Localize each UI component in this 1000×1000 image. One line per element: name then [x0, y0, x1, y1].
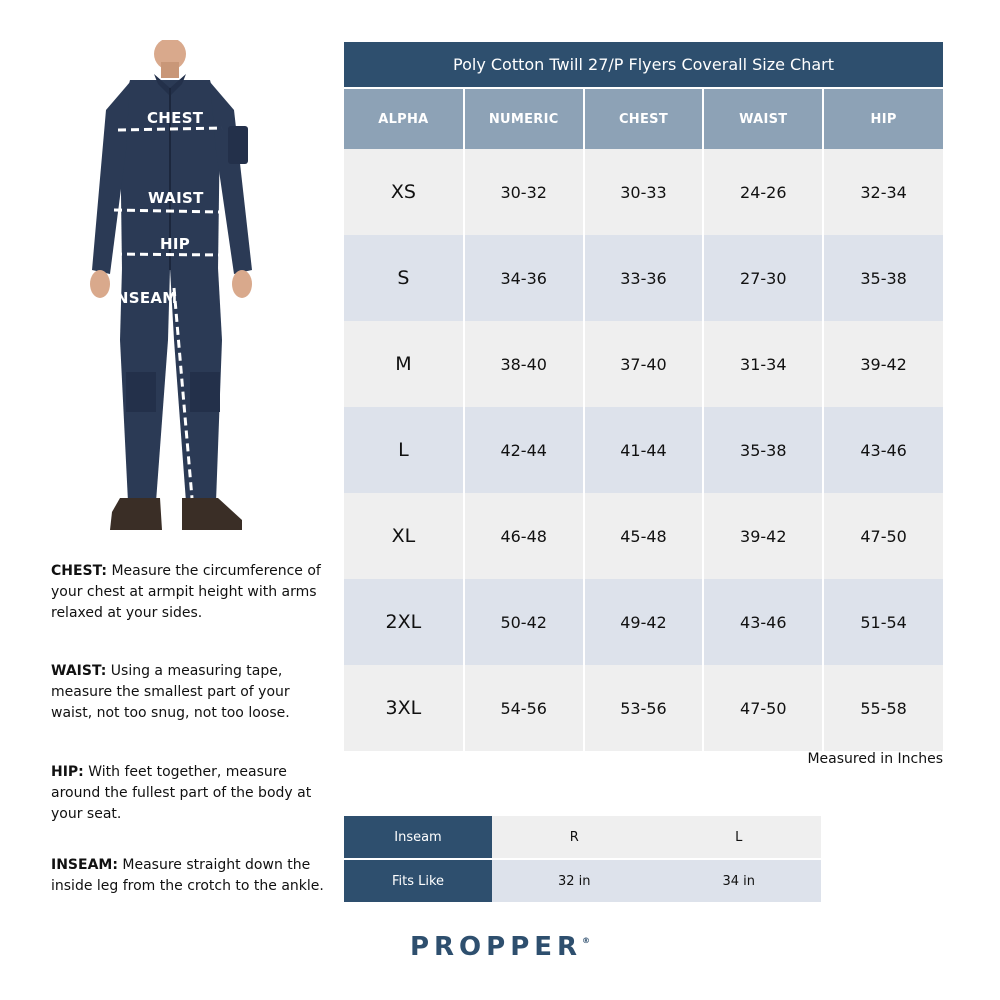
column-header-numeric: NUMERIC — [464, 88, 584, 149]
table-cell: 2XL — [344, 579, 464, 665]
table-cell: 43-46 — [823, 407, 943, 493]
table-cell: XL — [344, 493, 464, 579]
table-cell: 55-58 — [823, 665, 943, 751]
table-row — [344, 149, 943, 235]
table-cell: 51-54 — [823, 579, 943, 665]
table-cell: 37-40 — [584, 321, 704, 407]
table-cell: 30-33 — [584, 149, 704, 235]
description-term: HIP: — [51, 764, 84, 780]
table-cell: 35-38 — [703, 407, 823, 493]
table-cell: 43-46 — [703, 579, 823, 665]
table-cell: 24-26 — [703, 149, 823, 235]
column-header-waist: WAIST — [703, 88, 823, 149]
inseam-label: INSEAM — [110, 289, 178, 307]
table-cell: 50-42 — [464, 579, 584, 665]
size-chart-title: Poly Cotton Twill 27/P Flyers Coverall Size Chart — [344, 42, 943, 87]
table-cell: 42-44 — [464, 407, 584, 493]
table-cell: 34-36 — [464, 235, 584, 321]
size-table — [344, 87, 943, 751]
description-term: CHEST: — [51, 563, 108, 579]
table-cell: 41-44 — [584, 407, 704, 493]
description-text: Measure the circumference of your chest at armpit height with arms relaxed at your sides. — [51, 563, 321, 621]
inseam-row-label: Inseam — [344, 816, 492, 859]
column-header-chest: CHEST — [584, 88, 704, 149]
chest-label: CHEST — [147, 109, 204, 127]
description-text: With feet together, measure around the fullest part of the body at your seat. — [51, 764, 312, 822]
table-row — [344, 493, 943, 579]
table-cell: 38-40 — [464, 321, 584, 407]
brand-name: PROPPER — [409, 932, 583, 962]
table-cell: 45-48 — [584, 493, 704, 579]
table-cell: 39-42 — [823, 321, 943, 407]
description-term: WAIST: — [51, 663, 107, 679]
fits-like-row-label: Fits Like — [344, 859, 492, 902]
table-row — [344, 665, 943, 751]
hip-description — [51, 762, 326, 825]
table-cell: 49-42 — [584, 579, 704, 665]
inseam-table — [344, 816, 821, 902]
description-term: INSEAM: — [51, 857, 118, 873]
description-text: Measure straight down the inside leg from the crotch to the ankle. — [51, 857, 324, 894]
table-cell: 47-50 — [823, 493, 943, 579]
table-row — [344, 816, 821, 859]
table-row — [344, 407, 943, 493]
table-cell: R — [492, 816, 657, 859]
inseam-description — [51, 855, 331, 897]
table-row — [344, 579, 943, 665]
units-note: Measured in Inches — [807, 751, 943, 767]
table-cell: 31-34 — [703, 321, 823, 407]
table-cell: S — [344, 235, 464, 321]
propper-logo — [0, 932, 1000, 962]
table-cell: XS — [344, 149, 464, 235]
column-header-alpha: ALPHA — [344, 88, 464, 149]
registered-mark: ® — [582, 936, 591, 945]
table-row — [344, 235, 943, 321]
table-cell: 46-48 — [464, 493, 584, 579]
table-row — [344, 321, 943, 407]
table-row — [344, 859, 821, 902]
table-cell: 33-36 — [584, 235, 704, 321]
waist-description — [51, 661, 326, 724]
table-cell: L — [344, 407, 464, 493]
table-cell: 27-30 — [703, 235, 823, 321]
table-cell: L — [657, 816, 822, 859]
table-cell: 32 in — [492, 859, 657, 902]
table-cell: 34 in — [657, 859, 822, 902]
table-cell: 35-38 — [823, 235, 943, 321]
table-cell: 30-32 — [464, 149, 584, 235]
table-cell: 39-42 — [703, 493, 823, 579]
chest-description — [51, 561, 326, 624]
waist-label: WAIST — [148, 189, 204, 207]
table-cell: 47-50 — [703, 665, 823, 751]
table-cell: 53-56 — [584, 665, 704, 751]
description-text: Using a measuring tape, measure the smallest part of your waist, not too snug, not too loose. — [51, 663, 290, 721]
table-cell: 3XL — [344, 665, 464, 751]
table-cell: M — [344, 321, 464, 407]
size-chart — [344, 42, 943, 751]
table-cell: 32-34 — [823, 149, 943, 235]
table-cell: 54-56 — [464, 665, 584, 751]
coverall-figure — [70, 40, 270, 540]
size-table-header-row — [344, 88, 943, 149]
column-header-hip: HIP — [823, 88, 943, 149]
hip-label: HIP — [160, 235, 191, 253]
